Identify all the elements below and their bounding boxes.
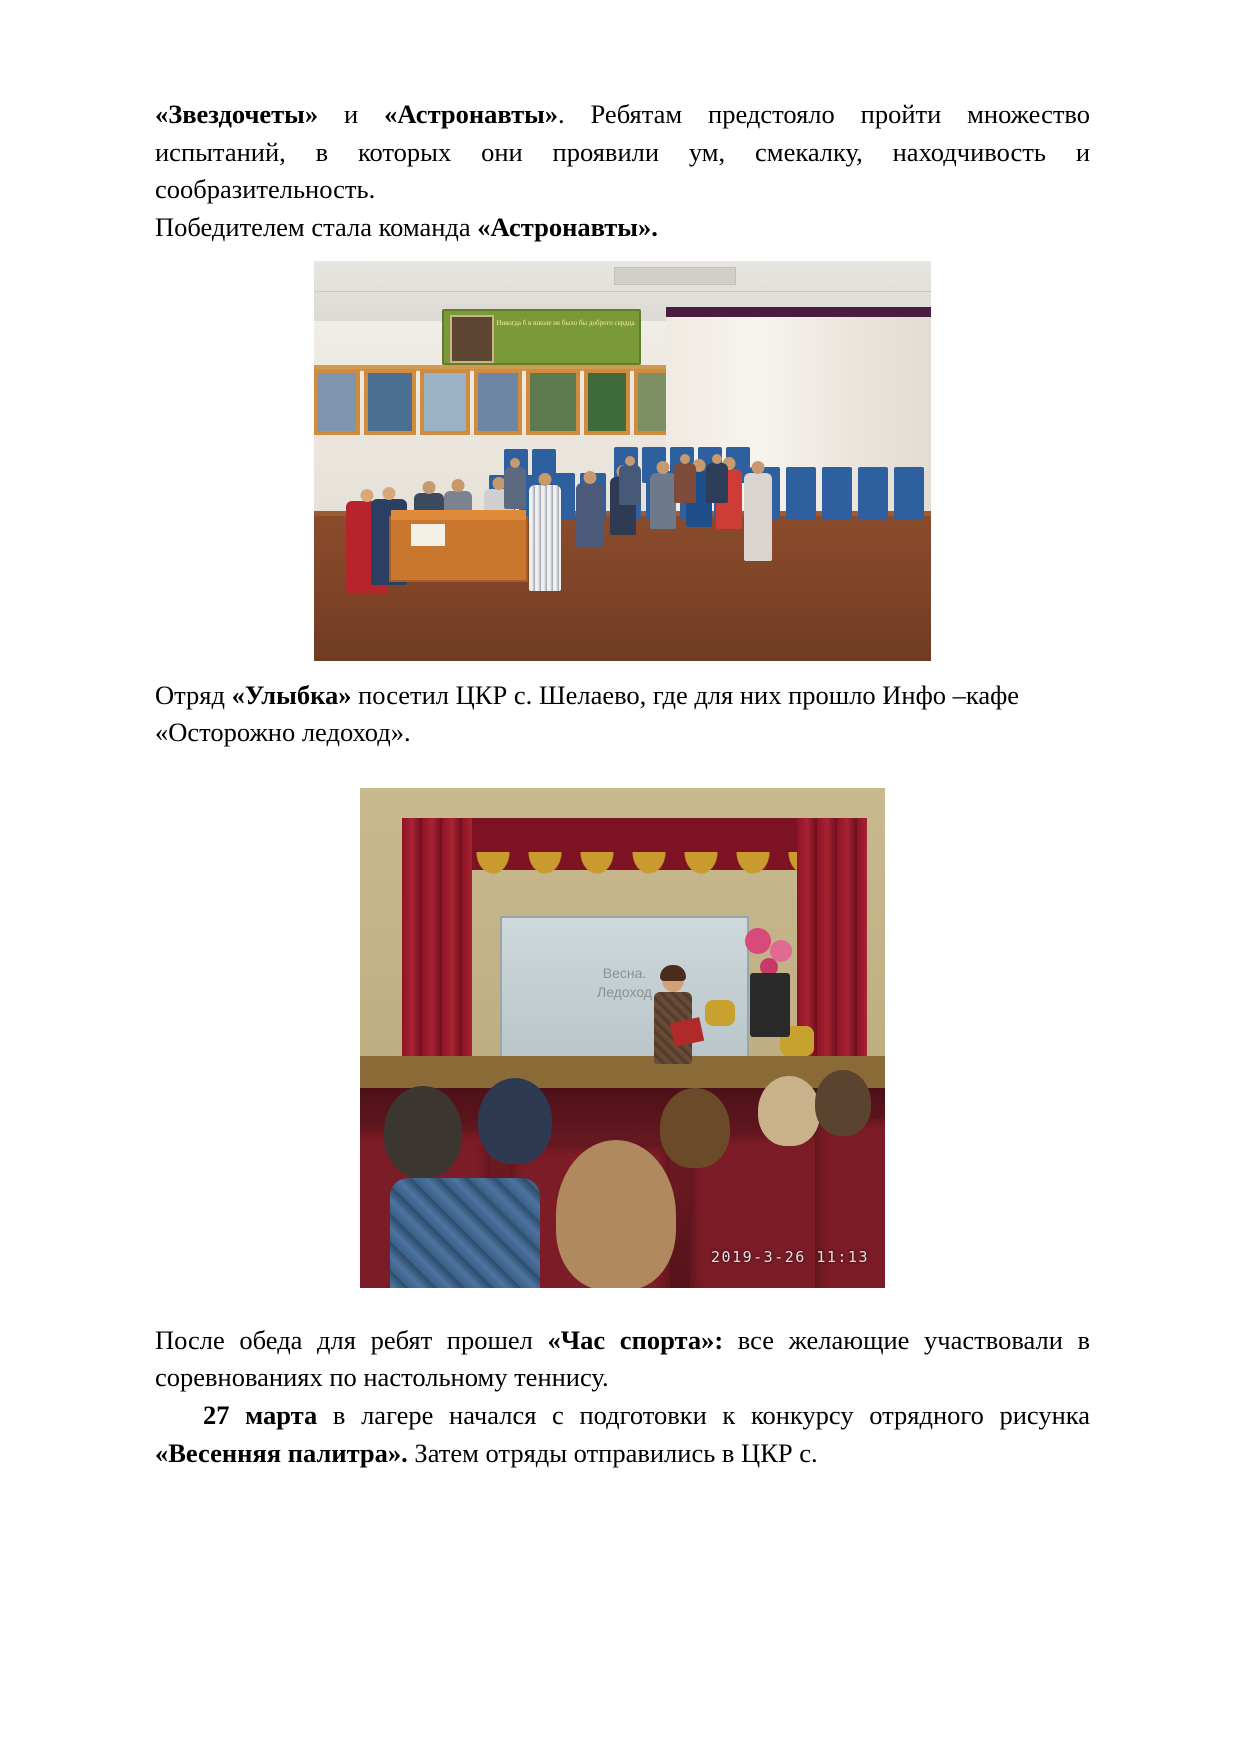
screen-text: [502, 964, 747, 1003]
child-head: [361, 489, 374, 502]
audience-head: [758, 1076, 820, 1146]
child: [576, 483, 604, 547]
framed-picture: [314, 369, 360, 435]
ceiling-line: [314, 291, 931, 292]
figure-1: [155, 261, 1090, 661]
projection-screen: [500, 916, 749, 1065]
audience-shirt: [390, 1178, 540, 1288]
framed-picture: [474, 369, 522, 435]
paragraph-2: [155, 209, 1090, 247]
child-head: [539, 473, 552, 486]
presenter-hair: [660, 965, 686, 981]
screen-line-1: Весна.: [602, 964, 647, 981]
loudspeaker: [750, 973, 790, 1037]
child-head: [625, 456, 635, 466]
paragraph-1-bold-team-1: «Звездочеты»: [155, 99, 319, 129]
audience-head: [660, 1088, 730, 1168]
paragraph-5-text-end: Затем отряды отправились в ЦКР с.: [407, 1437, 818, 1468]
paragraph-3-bold-squad: «Улыбка»: [231, 679, 352, 710]
framed-picture: [584, 369, 630, 435]
screen-line-2: Ледоход: [597, 984, 652, 1001]
ceiling-light-panel: [614, 267, 736, 285]
child: [504, 467, 526, 509]
child: [619, 465, 641, 505]
paragraph-5-bold-contest: «Весенняя палитра».: [155, 1437, 408, 1468]
presenter-table: [389, 516, 528, 582]
chair: [858, 467, 888, 519]
paragraph-2-bold-winner: «Астронавты».: [477, 211, 658, 242]
child-head: [383, 487, 396, 500]
audience-head: [556, 1140, 676, 1288]
stage-curtain-left: [402, 818, 472, 1068]
framed-picture: [364, 369, 416, 435]
child-head: [452, 479, 465, 492]
caption-block-1: [155, 677, 1090, 752]
chair: [894, 467, 924, 519]
chair: [786, 467, 816, 519]
photo-timestamp: 2019-3-26 11:13: [711, 1247, 869, 1266]
child: [650, 473, 676, 529]
paragraph-4-text-start: После обеда для ребят прошел: [155, 1324, 548, 1355]
child-head: [680, 454, 690, 464]
table-top: [391, 510, 526, 520]
paragraph-1-conjunction: и: [318, 99, 385, 129]
child: [744, 473, 772, 561]
flower-vase: [705, 1000, 735, 1026]
child: [529, 485, 561, 591]
paragraph-2-text: Победителем стала команда: [155, 211, 478, 242]
paragraph-5: [155, 1397, 1090, 1472]
child-head: [712, 454, 722, 464]
photo-school-hall: [314, 261, 931, 661]
paragraph-1: [155, 96, 1090, 209]
framed-picture: [420, 369, 470, 435]
child-head: [657, 461, 670, 474]
paragraph-5-bold-date: 27 марта: [203, 1400, 318, 1430]
paper-sheet: [411, 524, 445, 546]
audience-head: [478, 1078, 552, 1164]
caption-block-2: [155, 1322, 1090, 1473]
presenter: [650, 968, 696, 1086]
figure-2: [155, 788, 1090, 1288]
paragraph-5-text-mid: в лагере начался с подготовки к конкурсу отрядного рисунка: [317, 1400, 1091, 1430]
banner-portrait: [450, 315, 494, 363]
decor-flower: [745, 928, 771, 954]
child: [674, 463, 696, 503]
paragraph-3-text-start: Отряд: [155, 679, 232, 710]
paragraph-1-text: . Ребятам предстояло пройти множество испытаний, в которых они проявили ум, смекалку, находчивость и сообразительность.: [155, 99, 1090, 205]
framed-picture: [526, 369, 580, 435]
paragraph-4: [155, 1322, 1090, 1397]
audience-head: [384, 1086, 462, 1178]
child-head: [423, 481, 436, 494]
child-head: [584, 471, 597, 484]
child: [706, 463, 728, 503]
paragraph-1-bold-team-2: «Астронавты»: [384, 99, 559, 129]
paragraph-3-text-end: посетил ЦКР с. Шелаево, где для них прошло Инфо –кафе «Осторожно ледоход».: [155, 679, 1020, 748]
stage-valance: [415, 818, 835, 870]
child-head: [752, 461, 765, 474]
wall-banner: [442, 309, 641, 365]
banner-text: Никогда б в школе не было бы доброго сердца: [496, 318, 635, 327]
chair: [822, 467, 852, 519]
paragraph-4-bold-sport-hour: «Час спорта»:: [547, 1324, 724, 1355]
child-head: [510, 458, 520, 468]
audience-head: [815, 1070, 871, 1136]
paragraph-4-text-end: все желающие участвовали в соревнованиях по настольному теннису.: [155, 1324, 1091, 1393]
photo-auditorium: [360, 788, 885, 1288]
paragraph-3: [155, 677, 1090, 752]
